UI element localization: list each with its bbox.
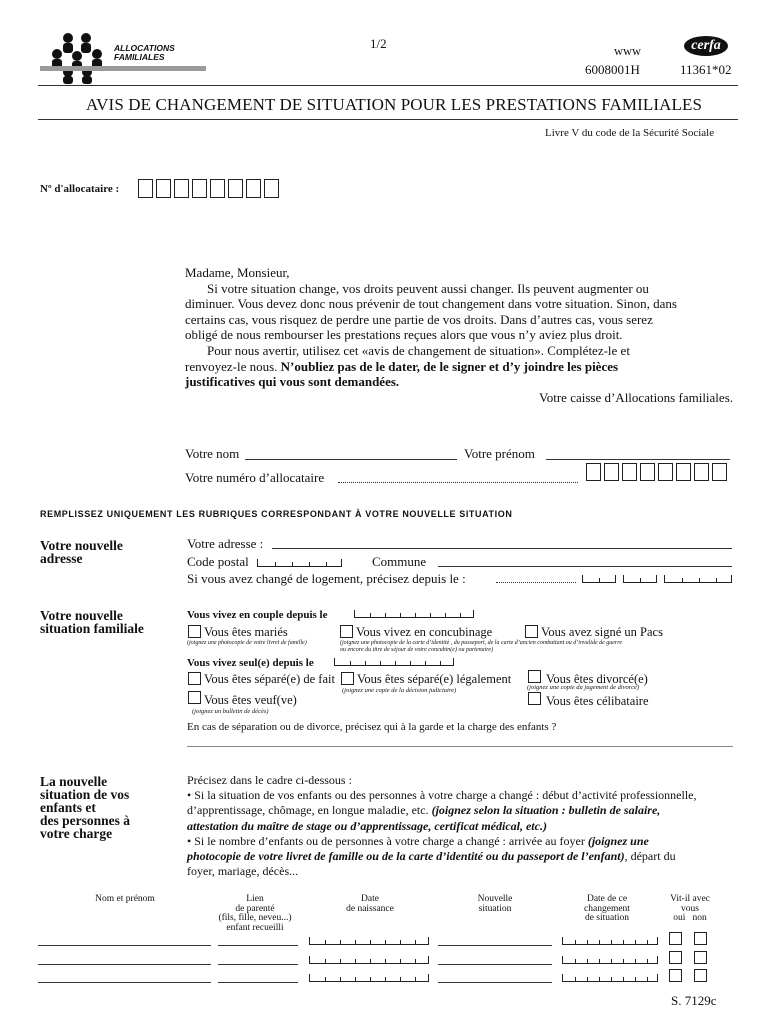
- col-nom-header: Nom et prénom: [95, 894, 155, 904]
- row-changement-field[interactable]: [562, 956, 658, 964]
- enfants-title-l1: La nouvelle: [40, 774, 108, 789]
- row-naissance-field[interactable]: [309, 937, 429, 945]
- depuis-day-field[interactable]: [582, 575, 616, 583]
- familiale-section-title: [40, 609, 144, 635]
- col-lien-l1: Lien: [246, 894, 264, 904]
- enfants-b1-l2-bold: (joignez selon la situation : bulletin de salaire,: [431, 803, 661, 818]
- veuf-checkbox[interactable]: [188, 691, 201, 704]
- letter-p1-l4: obligé de nous rembourser les prestations reçues alors que vous n’y aviez plus droit.: [185, 327, 623, 343]
- code-postal-label: Code postal: [187, 554, 249, 569]
- col-nouvelle-l1: Nouvelle: [477, 894, 513, 904]
- maries-checkbox[interactable]: [188, 625, 201, 638]
- caf-logo: [40, 32, 210, 82]
- row-lien-field[interactable]: [218, 964, 298, 965]
- concubinage-checkbox[interactable]: [340, 625, 353, 638]
- prenom-field[interactable]: [546, 459, 730, 460]
- letter-p2-l1: Pour nous avertir, utilisez cet «avis de changement de situation». Complétez-le et: [207, 342, 630, 358]
- header-rule: [38, 85, 738, 86]
- col-nouvelle-header: [445, 895, 545, 914]
- row-changement-field[interactable]: [562, 937, 658, 945]
- separe-fait-label: Vous êtes séparé(e) de fait: [204, 672, 335, 686]
- depuis-dots: [496, 582, 576, 583]
- row-nouvelle-field[interactable]: [438, 964, 552, 965]
- commune-field[interactable]: [438, 566, 732, 567]
- page-number: 1/2: [370, 36, 387, 51]
- enfants-b2-l1-bold: (joignez une: [587, 833, 649, 848]
- col-oui: oui: [673, 913, 686, 923]
- row-non-checkbox[interactable]: [694, 969, 707, 982]
- letter-p2-l2: renvoyez-le nous.: [185, 358, 278, 374]
- couple-date-field[interactable]: [354, 610, 474, 618]
- col-lien-l3: (fils, fille, neveu...): [218, 913, 292, 923]
- row-nom-field[interactable]: [38, 982, 211, 983]
- col-naissance-l1: Date: [361, 894, 379, 904]
- separe-legal-label: Vous êtes séparé(e) légalement: [357, 672, 512, 686]
- letter-salutation: Madame, Monsieur,: [185, 265, 290, 280]
- garde-field[interactable]: [187, 746, 733, 747]
- footer-code: S. 7129c: [671, 993, 717, 1008]
- couple-label: Vous vivez en couple depuis le: [187, 609, 328, 621]
- enfants-title-l2: situation de vos: [40, 787, 130, 802]
- familiale-title-l2: situation familiale: [40, 621, 144, 636]
- cerfa-logo: [684, 36, 728, 56]
- www-label: www: [614, 44, 642, 58]
- adresse-title-l2: adresse: [40, 551, 83, 566]
- pacs-checkbox[interactable]: [525, 625, 538, 638]
- numero-field[interactable]: [338, 482, 578, 483]
- enfants-section-title: [40, 775, 130, 840]
- row-nouvelle-field[interactable]: [438, 982, 552, 983]
- prenom-label: Votre prénom: [464, 446, 535, 461]
- nom-field[interactable]: [245, 459, 457, 460]
- veuf-note: (joignez un bulletin de décès): [192, 708, 269, 715]
- depuis-month-field[interactable]: [623, 575, 657, 583]
- row-changement-field[interactable]: [562, 974, 658, 982]
- numero-label: Votre numéro d’allocataire: [185, 470, 325, 485]
- logo-bar: [40, 66, 206, 71]
- adresse-title-l1: Votre nouvelle: [40, 538, 123, 553]
- divorce-checkbox[interactable]: [528, 670, 541, 683]
- letter-p1-l2: diminuer. Vous devez donc nous prévenir de tout changement dans votre situation. Sinon, dans: [185, 296, 677, 312]
- nom-label: Votre nom: [185, 446, 240, 461]
- enfants-b1-l2: d’apprentissage, chômage, en longue maladie, etc.: [187, 803, 429, 818]
- numero-boxes[interactable]: [586, 463, 736, 483]
- table-row: [0, 951, 770, 967]
- letter-p1-l1: Si votre situation change, vos droits peuvent aussi changer. Ils peuvent augmenter ou: [207, 280, 649, 296]
- enfants-b2-l3: foyer, mariage, décès...: [187, 864, 299, 879]
- seul-label: Vous vivez seul(e) depuis le: [187, 657, 314, 669]
- garde-question: En cas de séparation ou de divorce, précisez qui à la garde et la charge des enfants ?: [187, 721, 557, 733]
- pacs-label: Vous avez signé un Pacs: [541, 625, 663, 639]
- depuis-label: Si vous avez changé de logement, précisez depuis le :: [187, 571, 466, 586]
- col-changement-l3: de situation: [584, 913, 630, 923]
- celibataire-label: Vous êtes célibataire: [546, 694, 649, 708]
- enfants-title-l4: des personnes à: [40, 813, 131, 828]
- legal-reference: Livre V du code de la Sécurité Sociale: [545, 127, 715, 139]
- allocataire-label: Nº d'allocataire :: [40, 183, 120, 195]
- seul-date-field[interactable]: [334, 658, 454, 666]
- maries-note: (joignez une photocopie de votre livret de famille): [187, 640, 307, 646]
- enfants-title-l3: enfants et: [40, 800, 96, 815]
- row-lien-field[interactable]: [218, 982, 298, 983]
- cerfa-text: cerfa: [691, 38, 721, 53]
- separe-fait-checkbox[interactable]: [188, 672, 201, 685]
- enfants-b1-l1: • Si la situation de vos enfants ou des personnes à votre charge a changé : début d’activité professionnelle,: [187, 788, 697, 803]
- col-lien-l2: de parenté: [235, 903, 275, 914]
- col-changement-l2: changement: [584, 903, 630, 914]
- instruction-heading: REMPLISSEZ UNIQUEMENT LES RUBRIQUES CORRESPONDANT À VOTRE NOUVELLE SITUATION: [40, 509, 513, 519]
- divorce-label: Vous êtes divorcé(e): [546, 672, 648, 686]
- col-non: non: [692, 913, 707, 923]
- maries-label: Vous êtes mariés: [204, 625, 288, 639]
- row-oui-checkbox[interactable]: [669, 969, 682, 982]
- divorce-note: (joignez une copie du jugement de divorce): [527, 684, 640, 691]
- letter: [185, 265, 745, 405]
- enfants-b2-l2: , départ du: [624, 849, 676, 864]
- row-nouvelle-field[interactable]: [438, 945, 552, 946]
- code-postal-field[interactable]: [257, 559, 342, 567]
- table-row: [0, 932, 770, 948]
- col-nouvelle-l2: situation: [478, 903, 512, 914]
- depuis-year-field[interactable]: [664, 575, 732, 583]
- row-non-checkbox[interactable]: [694, 932, 707, 945]
- adresse-label: Votre adresse :: [187, 536, 264, 551]
- row-oui-checkbox[interactable]: [669, 951, 682, 964]
- enfants-text: [187, 773, 747, 879]
- row-oui-checkbox[interactable]: [669, 932, 682, 945]
- row-non-checkbox[interactable]: [694, 951, 707, 964]
- col-naissance-l2: de naissance: [346, 903, 394, 914]
- org-name-line1: ALLOCATIONS: [114, 43, 175, 53]
- cerfa-number: 11361*02: [680, 62, 732, 77]
- familiale-title-l1: Votre nouvelle: [40, 608, 123, 623]
- col-naissance-header: [320, 895, 420, 914]
- org-name-line2: FAMILIALES: [114, 52, 165, 62]
- row-naissance-field[interactable]: [309, 956, 429, 964]
- veuf-label: Vous êtes veuf(ve): [204, 693, 297, 707]
- row-nom-field[interactable]: [38, 964, 211, 965]
- row-lien-field[interactable]: [218, 945, 298, 946]
- col-changement-l1: Date de ce: [586, 894, 628, 904]
- col-lien-header: [205, 895, 305, 933]
- commune-label: Commune: [372, 554, 427, 569]
- concubinage-label: Vous vivez en concubinage: [356, 625, 493, 639]
- col-changement-header: [557, 895, 657, 924]
- letter-p1-l3: certains cas, vous risquez de perdre une partie de vos droits. Dans d’autres cas, vous serez: [185, 311, 653, 327]
- adresse-field[interactable]: [272, 548, 732, 549]
- col-vit-l1: Vit-il avec: [670, 894, 710, 904]
- enfants-intro: Précisez dans le cadre ci-dessous :: [187, 773, 352, 787]
- letter-p2-l2-bold: N’oubliez pas de le dater, de le signer et d’y joindre les pièces: [280, 358, 619, 374]
- enfants-b2-l2-bold: photocopie de votre livret de famille ou de la carte d’identité ou du passeport de l’enfant): [187, 849, 625, 864]
- form-title: AVIS DE CHANGEMENT DE SITUATION POUR LES PRESTATIONS FAMILIALES: [86, 95, 703, 114]
- row-nom-field[interactable]: [38, 945, 211, 946]
- family-figures-icon: [48, 32, 112, 84]
- letter-signature: Votre caisse d’Allocations familiales.: [539, 389, 733, 405]
- allocataire-number-boxes[interactable]: [138, 179, 288, 199]
- separe-legal-checkbox[interactable]: [341, 672, 354, 685]
- letter-p2-l3-bold: justificatives qui vous sont demandées.: [185, 374, 400, 390]
- enfants-title-l5: votre charge: [40, 826, 113, 841]
- concubinage-note-l1: (joignez une photocopie de la carte d’identité , du passeport, de la carte d’ancien combattant ou d’invalide de guerre: [340, 640, 623, 646]
- enfants-b1-l3-bold: attestation du maître de stage ou d’apprentissage, certificat médical, etc.): [187, 818, 547, 833]
- title-rule: [38, 119, 738, 120]
- col-vit-header: [660, 895, 720, 924]
- separe-legal-note: (joignez une copie de la décision judiciaire): [342, 687, 457, 694]
- form-code: 6008001H: [585, 62, 640, 77]
- adresse-section-title: [40, 539, 123, 565]
- col-lien-l4: enfant recueilli: [226, 922, 284, 933]
- concubinage-note-l2: ou encore du titre de séjour de votre concubin(e) ou partenaire): [340, 647, 494, 653]
- celibataire-checkbox[interactable]: [528, 692, 541, 705]
- table-row: [0, 969, 770, 985]
- col-vit-l2: vous: [681, 903, 699, 914]
- row-naissance-field[interactable]: [309, 974, 429, 982]
- enfants-b2-l1: • Si le nombre d’enfants ou de personnes à votre charge a changé : arrivée au foyer: [187, 833, 585, 848]
